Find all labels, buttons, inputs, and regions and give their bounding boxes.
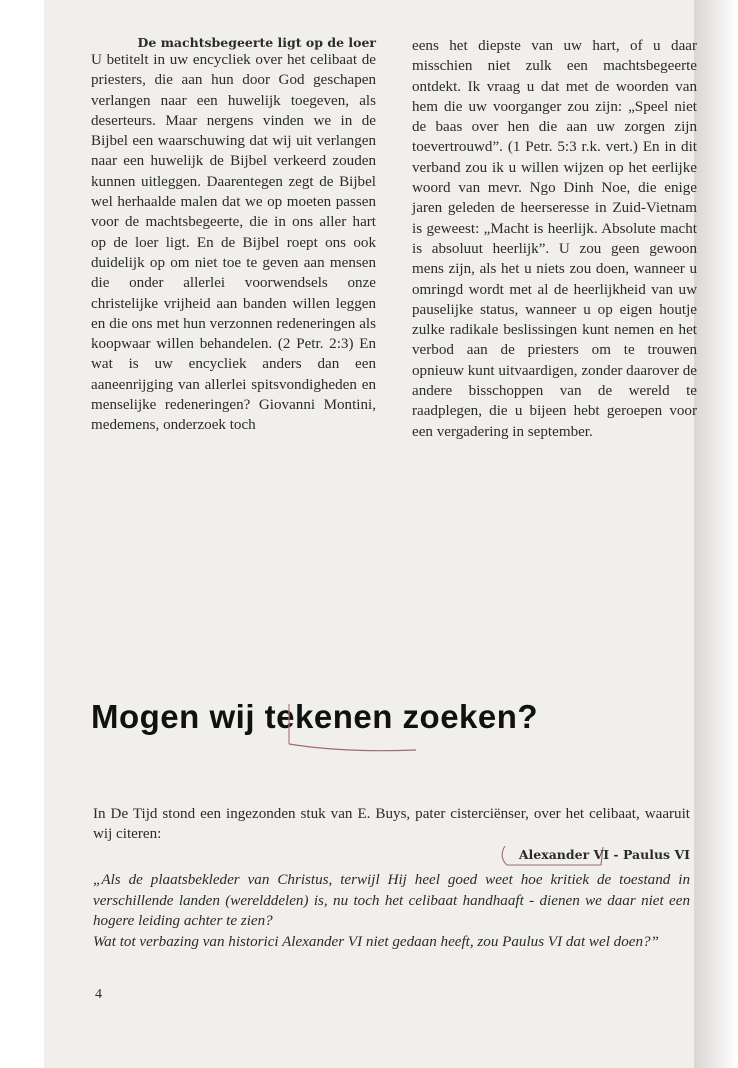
section-title: Mogen wij tekenen zoeken? [91,698,539,735]
page-shadow [694,0,738,1068]
article-column-left [91,36,376,436]
quote-heading: Alexander VI - Paulus VI [518,847,690,862]
quote-paragraph-2: Wat tot verbazing van historici Alexander VI niet gedaan heeft, zou Paulus VI dat wel doen?” [93,933,659,950]
column-left-text: U betitelt in uw encycliek over het celibaat de priesters, die aan hun door God geschapen verlangen naar een huwelijk toegeven, als deserteurs. Maar nergens vinden we in de Bijbel een waarschuwing dat wij uit verlangen naar een huwelijk de Bijbel verkeerd zouden kunnen uitleggen. Daarentegen zegt de Bijbel wel herhaalde malen dat we op moeten passen voor de machtsbegeerte, die in ons aller hart op de loer ligt. En de Bijbel roept ons ook duidelijk op om niet toe te geven aan mensen die onder allerlei voorwendsels onze christelijke vrijheid aan banden willen leggen en die ons met hun verzonnen redeneringen als koopwaar willen behandelen. (2 Petr. 2:3) En wat is uw encycliek anders dan een aaneenrijging van allerlei spitsvondigheden en menselijke redeneringen? Giovanni Montini, medemens, onderzoek toch [91,52,376,434]
page-number: 4 [95,987,102,1002]
article-column-right [412,36,697,442]
section-intro: In De Tijd stond een ingezonden stuk van E. Buys, pater cisterciënser, over het celibaat, waaruit wij citeren: [93,806,690,842]
quote-block [93,870,690,952]
quote-paragraph-1: „Als de plaatsbekleder van Christus, terwijl Hij heel goed weet hoe kritiek de toestand in verschillende landen (werelddelen) is, nu toch het celibaat handhaaft - dienen we daar niet een hogere leiding achter te zien? [93,872,690,929]
pen-underline-mark [286,700,426,760]
column-heading: De machtsbegeerte ligt op de loer [137,35,376,50]
column-right-text: eens het diepste van uw hart, of u daar misschien niet zulk een machtsbegeerte ontdekt. Ik vraag u dat met de woorden van hem die uw voorganger zou zijn: „Speel niet de baas over hen die aan uw zorgen zijn toevertrouwd”. (1 Petr. 5:3 r.k. vert.) En in dit verband zou ik u willen wijzen op het eerlijke woord van mevr. Ngo Dinh Noe, die enige jaren geleden de heerseresse in Zuid-Vietnam is geweest: „Macht is heerlijk. Absolute macht is absoluut heerlijk”. U zou geen gewoon mens zijn, als het u niets zou doen, wanneer u omringd wordt met al de heerlijkheid van uw pauselijke status, wanneer u op eigen houtje zulke radikale beslissingen kunt nemen en het verbod aan de priesters om te trouwen opnieuw kunt uitvaardigen, zonder daarover de andere bisschoppen van de wereld te raadplegen, die u bijeen hebt geroepen voor een vergadering in september. [412,38,697,440]
